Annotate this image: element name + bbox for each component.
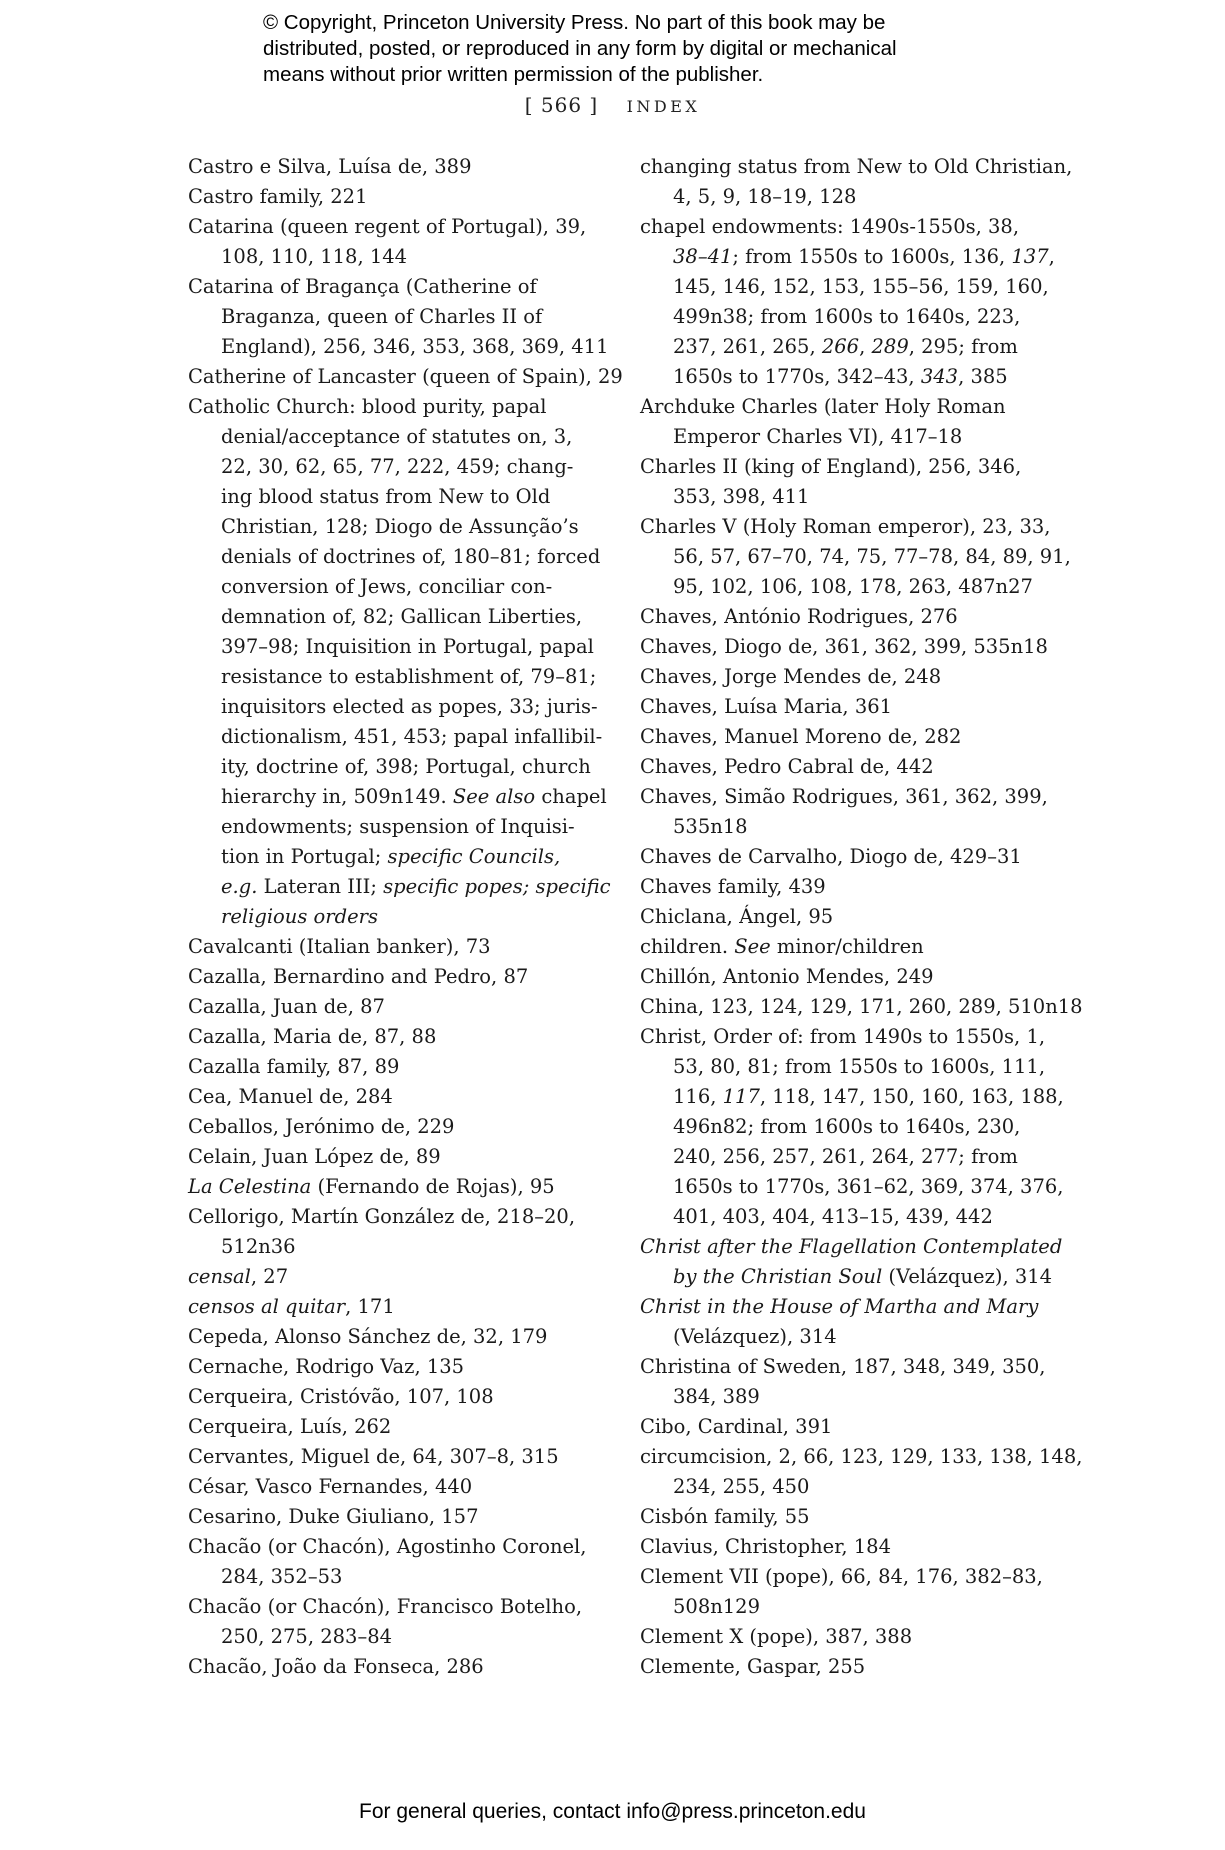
index-entry [188,1052,598,1082]
index-entry [640,1022,1064,1232]
index-entry-continuation: endowments; suspension of Inquisi- [221,815,575,838]
index-entry-continuation: 284, 352–53 [221,1565,343,1588]
index-entry-heading: Castro family, 221 [188,185,368,208]
index-entry [188,1442,598,1472]
index-entry-heading: China, 123, 124, 129, 171, 260, 289, 510n18 [640,995,1083,1018]
index-entry-continuation: religious orders [221,905,378,928]
index-entry-continuation: 53, 80, 81; from 1550s to 1600s, 111, [673,1055,1046,1078]
index-entry [640,632,1060,662]
index-entry-heading: Cibo, Cardinal, 391 [640,1415,833,1438]
index-entry-heading: Charles II (king of England), 256, 346, [640,455,1022,478]
index-entry [640,692,1060,722]
index-entry [640,842,1060,872]
index-entry-heading: Chaves, Pedro Cabral de, 442 [640,755,934,778]
index-entry-continuation: (Velázquez), 314 [673,1325,837,1348]
index-entry-heading: Cesarino, Duke Giuliano, 157 [188,1505,479,1528]
index-entry-continuation: England), 256, 346, 353, 368, 369, 411 [221,335,609,358]
index-entry-heading: Christina of Sweden, 187, 348, 349, 350, [640,1355,1046,1378]
index-entry-heading: Clemente, Gaspar, 255 [640,1655,866,1678]
index-entry [188,1022,598,1052]
index-entry [640,962,1060,992]
index-entry-heading: Cernache, Rodrigo Vaz, 135 [188,1355,465,1378]
index-entry-continuation: denial/acceptance of statutes on, 3, [221,425,573,448]
index-entry-heading: La Celestina (Fernando de Rojas), 95 [188,1175,555,1198]
index-entry-continuation: 1650s to 1770s, 361–62, 369, 374, 376, [673,1175,1064,1198]
index-entry-heading: Chacão, João da Fonseca, 286 [188,1655,484,1678]
index-entry [188,1142,598,1172]
index-entry [640,1412,1060,1442]
index-entry [188,1412,598,1442]
index-entry [188,992,598,1022]
index-entry-continuation: ity, doctrine of, 398; Portugal, church [221,755,591,778]
index-entry-heading: Chacão (or Chacón), Francisco Botelho, [188,1595,583,1618]
index-entry-continuation: ing blood status from New to Old [221,485,551,508]
index-entry-heading: Catarina (queen regent of Portugal), 39, [188,215,587,238]
index-entry-heading: chapel endowments: 1490s-1550s, 38, [640,215,1020,238]
footer-contact: For general queries, contact info@press.princeton.edu [359,1800,866,1823]
index-entry-heading: Christ, Order of: from 1490s to 1550s, 1, [640,1025,1046,1048]
index-entry [640,722,1060,752]
index-entry [188,1352,598,1382]
index-entry-continuation: tion in Portugal; specific Councils, [221,845,561,868]
index-entry-heading: Christ after the Flagellation Contemplated [640,1235,1063,1258]
index-entry-heading: Archduke Charles (later Holy Roman [640,395,1006,418]
index-entry [188,932,598,962]
index-entry-continuation: e.g. Lateran III; specific popes; specific [221,875,611,898]
index-entry [188,1082,598,1112]
index-entry-heading: Cervantes, Miguel de, 64, 307–8, 315 [188,1445,559,1468]
index-entry-continuation: 22, 30, 62, 65, 77, 222, 459; chang- [221,455,574,478]
index-entry [188,1202,598,1262]
index-entry-heading: Chacão (or Chacón), Agostinho Coronel, [188,1535,587,1558]
index-entry-heading: Cavalcanti (Italian banker), 73 [188,935,491,958]
index-entry-continuation: 250, 275, 283–84 [221,1625,393,1648]
index-entry [188,1112,598,1142]
index-entry-heading: Chaves, Diogo de, 361, 362, 399, 535n18 [640,635,1048,658]
index-entry-continuation: 56, 57, 67–70, 74, 75, 77–78, 84, 89, 91, [673,545,1071,568]
index-entry [188,1382,598,1412]
index-entry-heading: Chaves de Carvalho, Diogo de, 429–31 [640,845,1022,868]
index-entry [188,1322,598,1352]
index-entry-continuation: Emperor Charles VI), 417–18 [673,425,963,448]
index-entry [640,1562,1060,1622]
index-entry-continuation: 95, 102, 106, 108, 178, 263, 487n27 [673,575,1033,598]
index-entry-heading: censos al quitar, 171 [188,1295,395,1318]
index-column-right [640,152,1083,1682]
index-entry-heading: Cellorigo, Martín González de, 218–20, [188,1205,576,1228]
index-entry [188,1652,598,1682]
index-entry-continuation: 353, 398, 411 [673,485,810,508]
index-entry-heading: Cerqueira, Cristóvão, 107, 108 [188,1385,494,1408]
index-entry-heading: Clement X (pope), 387, 388 [640,1625,913,1648]
index-entry-heading: Catholic Church: blood purity, papal [188,395,547,418]
index-entry [188,1292,598,1322]
index-entry [640,1442,1083,1502]
index-entry-continuation: by the Christian Soul (Velázquez), 314 [673,1265,1053,1288]
index-entry-continuation: conversion of Jews, conciliar con- [221,575,553,598]
index-entry-continuation: Christian, 128; Diogo de Assunção’s [221,515,579,538]
index-entry-heading: Cepeda, Alonso Sánchez de, 32, 179 [188,1325,548,1348]
index-entry-heading: Chaves, Luísa Maria, 361 [640,695,893,718]
index-entry [188,152,598,182]
index-entry [640,1652,1060,1682]
index-entry-heading: censal, 27 [188,1265,289,1288]
index-entry [188,362,623,392]
index-entry [640,1622,1060,1652]
index-entry [640,662,1060,692]
index-entry-continuation: hierarchy in, 509n149. See also chapel [221,785,607,808]
copyright-line: © Copyright, Princeton University Press. No part of this book may be [263,11,886,34]
index-entry-heading: changing status from New to Old Christian, [640,155,1073,178]
index-entry-heading: circumcision, 2, 66, 123, 129, 133, 138, 148, [640,1445,1083,1468]
index-entry [640,932,1060,962]
index-entry-heading: Cisbón family, 55 [640,1505,810,1528]
index-entry [188,272,609,362]
index-entry [188,182,598,212]
index-entry-continuation: Braganza, queen of Charles II of [221,305,543,328]
index-entry-heading: Celain, Juan López de, 89 [188,1145,441,1168]
index-entry [188,1502,598,1532]
index-entry [640,1292,1060,1352]
index-entry-continuation: 496n82; from 1600s to 1640s, 230, [673,1115,1021,1138]
index-entry-heading: Cazalla, Bernardino and Pedro, 87 [188,965,529,988]
index-entry-continuation: 108, 110, 118, 144 [221,245,408,268]
index-entry-continuation: 384, 389 [673,1385,760,1408]
index-entry-heading: Cazalla family, 87, 89 [188,1055,400,1078]
index-entry-continuation: demnation of, 82; Gallican Liberties, [221,605,583,628]
copyright-line: means without prior written permission of the publisher. [263,63,764,86]
index-entry [640,902,1060,932]
index-entry-heading: Charles V (Holy Roman emperor), 23, 33, [640,515,1051,538]
index-entry-heading: Catarina of Bragança (Catherine of [188,275,537,298]
index-entry [640,452,1060,512]
index-entry-continuation: 38–41; from 1550s to 1600s, 136, 137, [673,245,1055,268]
index-entry [640,512,1071,602]
index-entry-continuation: 1650s to 1770s, 342–43, 343, 385 [673,365,1008,388]
index-entry-continuation: denials of doctrines of, 180–81; forced [221,545,601,568]
index-entry-heading: Chaves, António Rodrigues, 276 [640,605,958,628]
index-entry-continuation: dictionalism, 451, 453; papal infallibil- [221,725,603,748]
index-entry-continuation: 401, 403, 404, 413–15, 439, 442 [673,1205,993,1228]
index-entry [640,872,1060,902]
index-entry-continuation: 397–98; Inquisition in Portugal, papal [221,635,594,658]
index-entry-heading: Ceballos, Jerónimo de, 229 [188,1115,455,1138]
index-entry-heading: Castro e Silva, Luísa de, 389 [188,155,472,178]
index-entry [640,602,1060,632]
index-entry-heading: Chaves, Simão Rodrigues, 361, 362, 399, [640,785,1048,808]
index-entry-continuation: 116, 117, 118, 147, 150, 160, 163, 188, [673,1085,1064,1108]
index-entry-heading: Catherine of Lancaster (queen of Spain), 29 [188,365,623,388]
index-entry-heading: Clavius, Christopher, 184 [640,1535,891,1558]
index-entry [188,1532,598,1592]
index-entry [640,1352,1060,1412]
index-entry-continuation: 237, 261, 265, 266, 289, 295; from [673,335,1018,358]
index-entry-heading: Cerqueira, Luís, 262 [188,1415,392,1438]
index-column-left [188,152,623,1682]
index-entry-continuation: 535n18 [673,815,748,838]
index-entry-heading: Chaves family, 439 [640,875,826,898]
index-entry [640,992,1083,1022]
running-head [0,93,1225,117]
index-entry-continuation: 4, 5, 9, 18–19, 128 [673,185,857,208]
index-entry-continuation: 145, 146, 152, 153, 155–56, 159, 160, [673,275,1049,298]
index-entry [640,392,1060,452]
copyright-notice [263,10,1023,88]
index-entry [640,1232,1063,1292]
index-entry-heading: César, Vasco Fernandes, 440 [188,1475,473,1498]
index-entry-continuation: inquisitors elected as popes, 33; juris- [221,695,598,718]
index-entry [188,1262,598,1292]
index-entry-continuation: 512n36 [221,1235,296,1258]
index-entry [188,962,598,992]
index-entry [188,392,611,932]
copyright-line: distributed, posted, or reproduced in any form by digital or mechanical [263,37,897,60]
index-entry-heading: Chaves, Manuel Moreno de, 282 [640,725,962,748]
index-entry [188,1172,598,1202]
index-entry-heading: Chillón, Antonio Mendes, 249 [640,965,934,988]
index-entry-heading: Cea, Manuel de, 284 [188,1085,393,1108]
index-entry [188,212,598,272]
section-title: INDEX [626,97,701,116]
index-entry-heading: Cazalla, Maria de, 87, 88 [188,1025,437,1048]
index-entry [640,152,1073,212]
index-entry-heading: Cazalla, Juan de, 87 [188,995,385,1018]
index-entry [188,1592,598,1652]
index-entry [640,212,1060,392]
index-entry-continuation: resistance to establishment of, 79–81; [221,665,597,688]
index-entry-heading: Chiclana, Ángel, 95 [640,905,834,928]
index-entry [188,1472,598,1502]
page-number: [ 566 ] [524,93,599,117]
index-entry [640,1532,1060,1562]
index-entry-heading: Clement VII (pope), 66, 84, 176, 382–83, [640,1565,1043,1588]
index-entry-continuation: 234, 255, 450 [673,1475,810,1498]
index-entry-continuation: 240, 256, 257, 261, 264, 277; from [673,1145,1018,1168]
index-entry-heading: Chaves, Jorge Mendes de, 248 [640,665,942,688]
index-entry-continuation: 508n129 [673,1595,760,1618]
index-entry [640,752,1060,782]
index-entry-heading: children. See minor/children [640,935,924,958]
index-entry-continuation: 499n38; from 1600s to 1640s, 223, [673,305,1021,328]
index-entry [640,782,1060,842]
index-entry-heading: Christ in the House of Martha and Mary [640,1295,1039,1318]
index-entry [640,1502,1060,1532]
